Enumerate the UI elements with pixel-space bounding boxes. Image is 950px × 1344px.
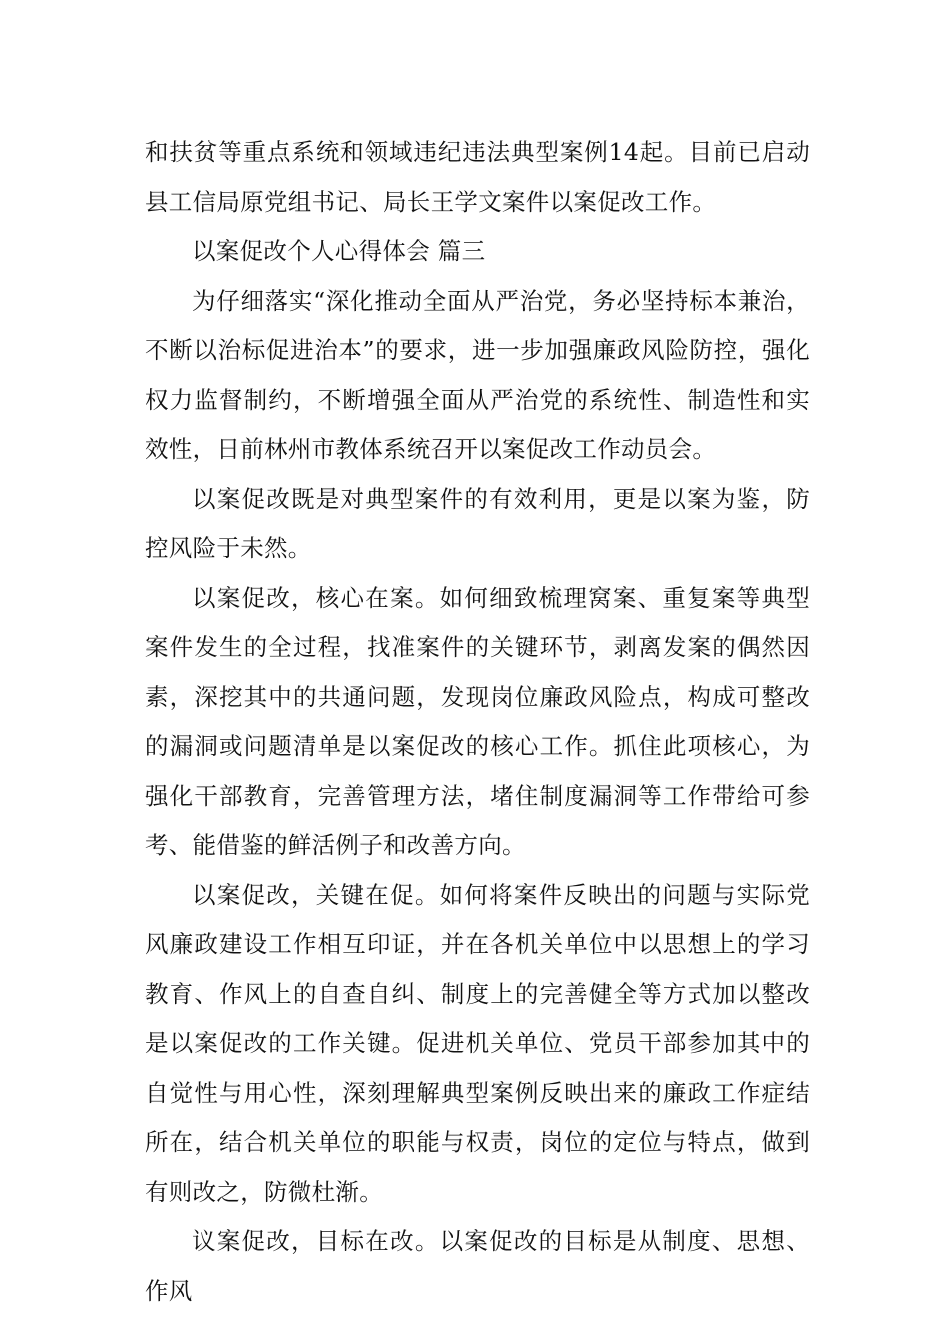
paragraph-continued: 和扶贫等重点系统和领域违纪违法典型案例14起。目前已启动县工信局原党组书记、局长王学文案件以案促改工作。 <box>145 138 810 216</box>
paragraph-core-case: 以案促改，核心在案。如何细致梳理窝案、重复案等典型案件发生的全过程，找准案件的关键环节，剥离发案的偶然因素，深挖其中的共通问题，发现岗位廉政风险点，构成可整改的漏洞或问题清单是以案促改的核心工作。抓住此项核心，为强化干部教育，完善管理方法，堵住制度漏洞等工作带给可参考、能借鉴的鲜活例子和改善方向。 <box>145 583 810 859</box>
paragraph-key-promote: 以案促改，关键在促。如何将案件反映出的问题与实际党风廉政建设工作相互印证，并在各机关单位中以思想上的学习教育、作风上的自查自纠、制度上的完善健全等方式加以整改是以案促改的工作关键。促进机关单位、党员干部参加其中的自觉性与用心性，深刻理解典型案例反映出来的廉政工作症结所在，结合机关单位的职能与权责，岗位的定位与特点，做到有则改之，防微杜渐。 <box>145 880 810 1206</box>
paragraph-summary: 以案促改既是对典型案件的有效利用，更是以案为鉴，防控风险于未然。 <box>145 484 810 562</box>
section-heading: 以案促改个人心得体会 篇三 <box>192 237 486 265</box>
paragraph-intro: 为仔细落实“深化推动全面从严治党，务必坚持标本兼治，不断以治标促进治本”的要求，进一步加强廉政风险防控，强化权力监督制约，不断增强全面从严治党的系统性、制造性和实效性，日前林州市教体系统召开以案促改工作动员会。 <box>145 286 810 463</box>
document-body <box>145 128 810 1316</box>
paragraph-goal-reform: 议案促改，目标在改。以案促改的目标是从制度、思想、作风 <box>145 1227 810 1305</box>
